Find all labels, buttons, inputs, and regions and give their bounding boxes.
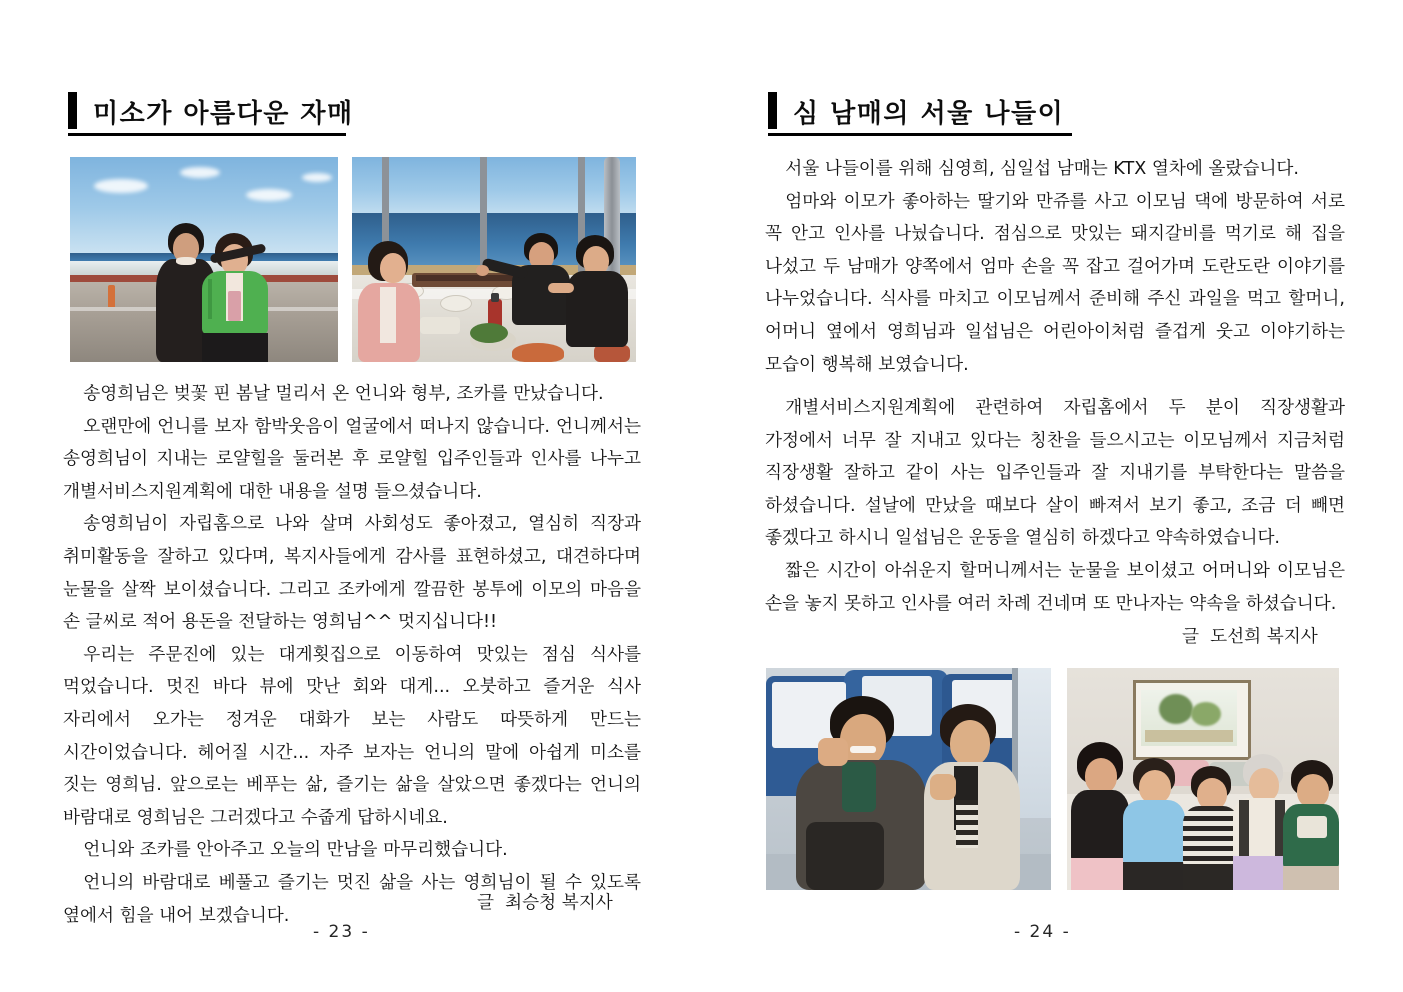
paragraph: 송영희님은 벚꽃 핀 봄날 멀리서 온 언니와 형부, 조카를 만났습니다.: [83, 384, 604, 404]
right-page-title-block: [768, 92, 1064, 131]
page-left: [0, 0, 701, 992]
left-page-number: - 23 -: [313, 922, 370, 942]
title-accent-bar: [68, 92, 77, 129]
paragraph: 송영희님이 자립홈으로 나와 살며 사회성도 좋아졌고, 열심히 직장과 취미활동을 잘하고 있다며, 복지사들에게 감사를 표현하셨고, 대견하다며 눈물을 살짝 보이셨습니다. 그리고 조카에게 깔끔한 봉투에 이모의 마음을 손 글씨로 적어 용돈을 전달하는 영희님^^ 멋지십니다!!: [63, 514, 641, 633]
left-title-underline: [68, 133, 346, 136]
right-title-underline: [768, 133, 1072, 136]
left-page-title-block: [68, 92, 354, 131]
left-page-byline: 글 최승청 복지사: [477, 893, 613, 913]
paragraph: 오랜만에 언니를 보자 함박웃음이 얼굴에서 떠나지 않습니다. 언니께서는 송영희님이 지내는 로얄힐을 둘러본 후 로얄힐 입주인들과 인사를 나누고 개별서비스지원계획에 대한 내용을 설명 들으셨습니다.: [63, 416, 641, 502]
right-page-title: 심 남매의 서울 나들이: [793, 99, 1065, 129]
photo-family-lunch-at-seaside-restaurant: [352, 157, 636, 362]
photo-siblings-on-ktx-train: [766, 668, 1051, 890]
photo-family-group-on-sofa: [1067, 668, 1339, 890]
right-page-byline: 글 도선희 복지사: [1182, 627, 1318, 647]
paragraph: 언니와 조카를 안아주고 오늘의 만남을 마무리했습니다.: [83, 840, 508, 861]
paragraph: 서울 나들이를 위해 심영희, 심일섭 남매는 KTX 열차에 올랐습니다.: [785, 159, 1300, 179]
right-page-number: - 24 -: [1014, 922, 1071, 942]
left-page-body: [63, 378, 641, 932]
paragraph: 언니의 바람대로 베풀고 즐기는 멋진 삶을 사는 영희님이 될 수 있도록 옆에서 힘을 내어 보겠습니다.: [63, 872, 641, 926]
left-page-title: 미소가 아름다운 자매: [93, 99, 354, 129]
paragraph: 개별서비스지원계획에 관련하여 자립홈에서 두 분이 직장생활과 가정에서 너무 잘 지내고 있다는 칭찬을 들으시고는 이모님께서 지금처럼 직장생활 잘하고 같이 사는 입주인들과 잘 지내기를 부탁한다는 말씀을 하셨습니다. 설날에 만났을 때보다 살이 빠져서 보기 좋고, 조금 더 빼면 좋겠다고 하시니 일섭님은 운동을 열심히 하겠다고 약속하였습니다.: [765, 398, 1345, 549]
paragraph: 우리는 주문진에 있는 대게횟집으로 이동하여 맛있는 점심 식사를 먹었습니다. 멋진 바다 뷰에 맛난 회와 대게... 오붓하고 즐거운 식사 자리에서 오가는 정겨운 대화가 보는 사람도 따뜻하게 만드는 시간이었습니다. 헤어질 시간... 자주 보자는 언니의 말에 아쉽게 미소를 짓는 영희님. 앞으로는 베푸는 삶, 즐기는 삶을 살았으면 좋겠다는 언니의 바람대로 영희님은 그러겠다고 수줍게 답하시네요.: [63, 644, 641, 828]
paragraph: 짧은 시간이 아쉬운지 할머니께서는 눈물을 보이셨고 어머니와 이모님은 손을 놓지 못하고 인사를 여러 차례 건네며 또 만나자는 약속을 하셨습니다.: [765, 560, 1345, 614]
right-page-body-top: [765, 153, 1345, 381]
right-page-body-bottom: [765, 392, 1345, 620]
title-accent-bar: [768, 92, 777, 129]
paragraph: 엄마와 이모가 좋아하는 딸기와 만쥬를 사고 이모님 댁에 방문하여 서로 꼭 안고 인사를 나눴습니다. 점심으로 맛있는 돼지갈비를 먹기로 해 집을 나섰고 두 남매가 양쪽에서 엄마 손을 꼭 잡고 걸어가며 도란도란 이야기를 나누었습니다. 식사를 마치고 이모님께서 준비해 주신 과일을 먹고 할머니, 어머니 옆에서 영희님과 일섭님은 어린아이처럼 즐겁게 웃고 이야기하는 모습이 행복해 보였습니다.: [765, 191, 1345, 375]
page-right: [702, 0, 1403, 992]
photo-two-sisters-at-beach: [70, 157, 338, 362]
